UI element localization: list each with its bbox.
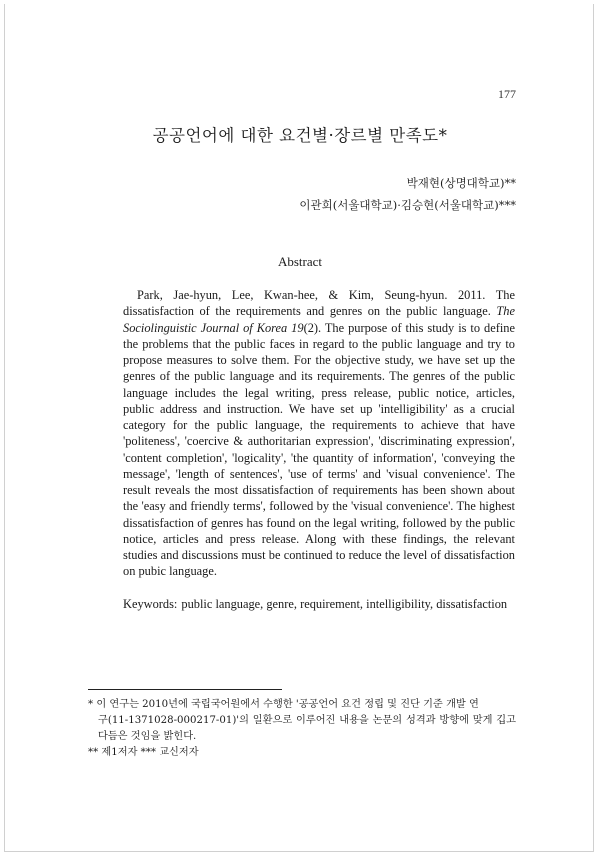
- abstract-body: [123, 287, 515, 580]
- keywords-label: Keywords:: [123, 597, 178, 611]
- footnote-2: ** 제1저자 *** 교신저자: [88, 747, 199, 758]
- author-line-1: 박재현(상명대학교)**: [406, 176, 516, 190]
- keywords-text: public language, genre, requirement, intelligibility, dissatisfaction: [181, 597, 508, 611]
- abstract-heading: Abstract: [277, 254, 323, 269]
- abstract-journal-title: The Sociolinguistic Journal of Korea 19: [123, 304, 515, 335]
- footnotes: [88, 697, 516, 761]
- abstract-citation-lead: Park, Jae-hyun, Lee, Kwan-hee, & Kim, Seung-hyun. 2011. The dissatisfaction of the requirements and genres on the public language.: [123, 288, 515, 319]
- keywords-block: [123, 596, 515, 612]
- footnote-1-line-1: * 이 연구는 2010년에 국립국어원에서 수행한 '공공언어 요건 정립 및 진단 기준 개발 연: [88, 699, 479, 710]
- paper-title: 공공언어에 대한 요건별·장르별 만족도*: [152, 126, 448, 145]
- abstract-journal-issue: (2).: [303, 320, 322, 335]
- footnote-1-continuation: 구(11-1371028-000217-01)'의 일환으로 이루어진 내용을 논문의 성격과 방향에 맞게 깁고 다듬은 것임을 밝힌다.: [98, 715, 516, 742]
- author-block: [299, 172, 516, 216]
- abstract-text: The purpose of this study is to define the problems that the public faces in regard to the public language and try to propose measures to solve them. For the objective study, we have set up the genres of the public language and its requirements. The genres of the public language includes the legal writing, press release, public notice, articles, public address and instruction. We have set up 'intelligibility' as a crucial category for the public language, the requirements to achieve that have 'politeness', 'coercive & authoritarian expression', 'discriminating expression', 'content completion', 'logicality', 'the quantity of information', 'conveying the message', 'length of sentences', 'use of terms' and 'visual convenience'. The result reveals the most dissatisfaction of requirements has been shown about the 'easy and friendly terms', followed by the 'visual convenience'. The highest dissatisfaction of genres has found on the legal writing, followed by the public notice, articles and press release. Along with these findings, the relevant studies and discussions must be continued to reduce the level of dissatisfaction on pubic language.: [123, 320, 515, 579]
- author-line-2: 이관희(서울대학교)·김승현(서울대학교)***: [299, 198, 516, 212]
- page-number: 177: [498, 87, 516, 101]
- footnote-divider: [88, 689, 282, 690]
